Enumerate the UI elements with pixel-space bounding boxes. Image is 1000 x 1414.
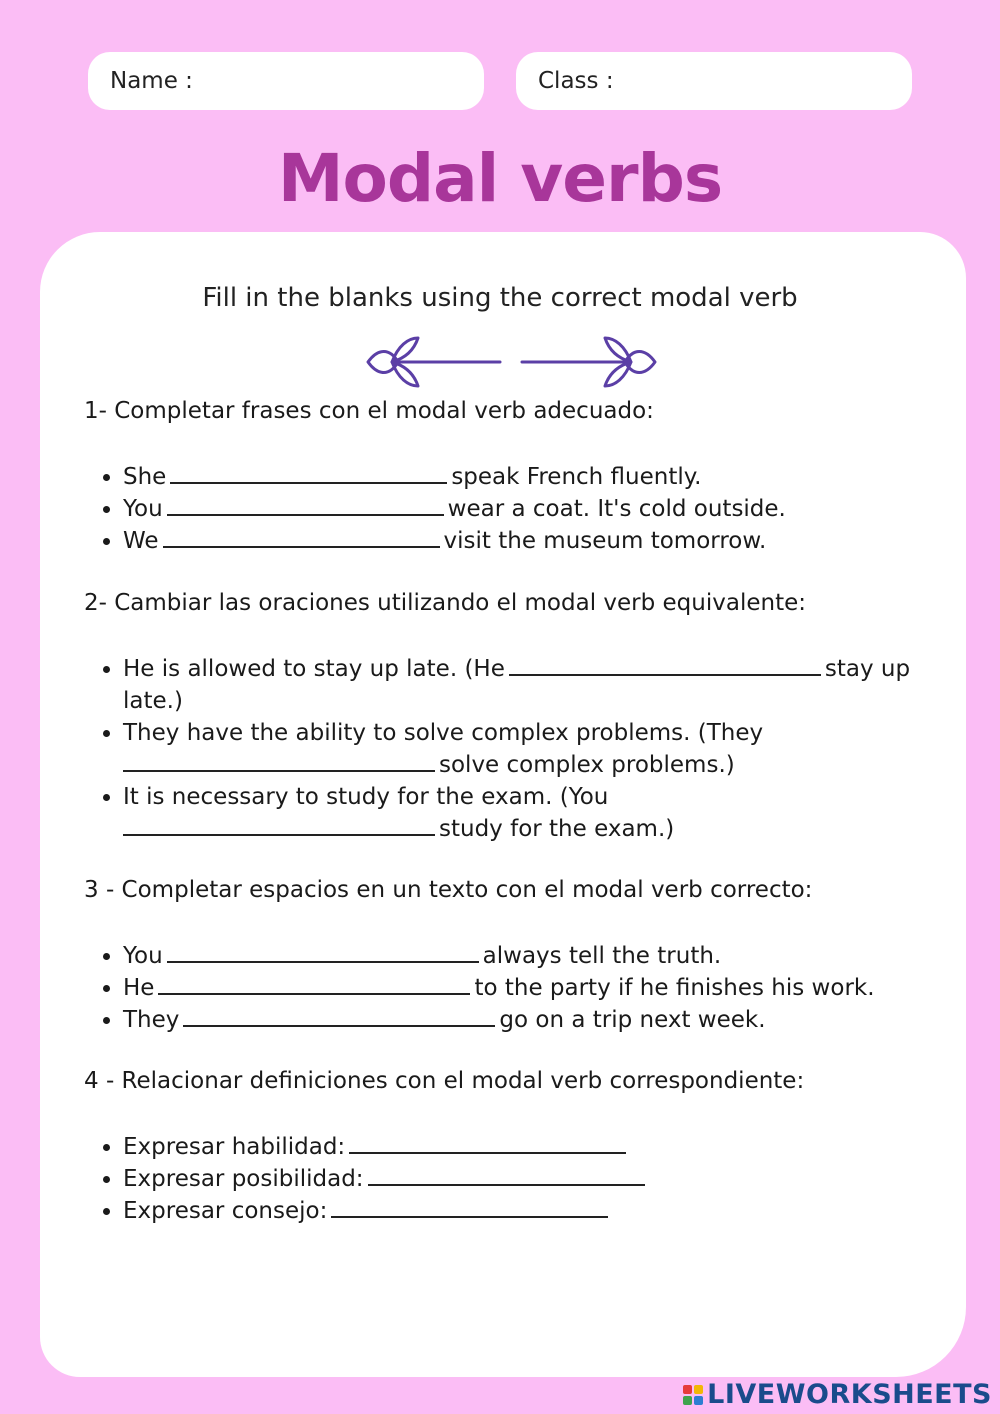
answer-blank[interactable] [163,526,440,548]
answer-blank[interactable] [123,814,435,836]
class-field[interactable] [516,52,912,110]
section-2-list [84,653,913,845]
item-text-before: She [123,464,167,490]
answer-blank[interactable] [158,973,470,995]
answer-blank[interactable] [170,462,447,484]
item-text-before: Expresar habilidad: [123,1134,346,1160]
logo-mark-icon [683,1385,703,1405]
answer-blank[interactable] [349,1132,626,1154]
list-item [123,653,913,717]
item-text-after: speak French fluently. [451,464,702,490]
item-text-after: to the party if he finishes his work. [474,975,875,1001]
item-text-before: It is necessary to study for the exam. (You [123,784,609,810]
item-text-after: always tell the truth. [482,943,722,969]
item-text-after: solve complex problems.) [439,752,735,778]
section-3-list [84,940,943,1036]
item-text-before: We [123,528,159,554]
answer-blank[interactable] [167,941,479,963]
item-text-after: visit the museum tomorrow. [443,528,767,554]
list-item [123,1004,943,1036]
section-4-list [84,1131,943,1227]
item-text-before: They [123,1007,180,1033]
list-item [123,972,943,1004]
list-item [123,461,943,493]
name-label: Name : [110,68,193,94]
list-item [123,1195,943,1227]
liveworksheets-logo [683,1379,992,1410]
section-2-title: 2- Cambiar las oraciones utilizando el modal verb equivalente: [84,590,806,616]
section-4-title: 4 - Relacionar definiciones con el modal verb correspondiente: [84,1068,805,1094]
list-item [123,1131,943,1163]
list-item [123,781,913,845]
answer-blank[interactable] [509,654,821,676]
item-text-before: They have the ability to solve complex problems. (They [123,720,764,746]
instruction-text: Fill in the blanks using the correct modal verb [202,283,798,313]
list-item [123,525,943,557]
item-text-before: You [123,496,163,522]
list-item [123,493,943,525]
item-text-after: go on a trip next week. [499,1007,766,1033]
answer-blank[interactable] [123,750,435,772]
class-label: Class : [538,68,614,94]
leaf-divider-icon [364,334,659,390]
list-item [123,940,943,972]
item-text-before: He [123,975,155,1001]
item-text-after: stay up late.) [123,656,911,714]
item-text-before: Expresar consejo: [123,1198,328,1224]
list-item [123,717,913,781]
item-text-after: study for the exam.) [439,816,675,842]
answer-blank[interactable] [167,494,444,516]
answer-blank[interactable] [331,1196,608,1218]
item-text-before: He is allowed to stay up late. (He [123,656,505,682]
brand-text: LIVEWORKSHEETS [707,1379,992,1410]
item-text-before: You [123,943,163,969]
section-3-title: 3 - Completar espacios en un texto con el modal verb correcto: [84,877,813,903]
page-title: Modal verbs [277,140,723,217]
answer-blank[interactable] [368,1164,645,1186]
name-field[interactable] [88,52,484,110]
item-text-before: Expresar posibilidad: [123,1166,364,1192]
section-1-list [84,461,943,557]
list-item [123,1163,943,1195]
item-text-after: wear a coat. It's cold outside. [447,496,786,522]
section-1-title: 1- Completar frases con el modal verb adecuado: [84,398,654,424]
answer-blank[interactable] [183,1005,495,1027]
